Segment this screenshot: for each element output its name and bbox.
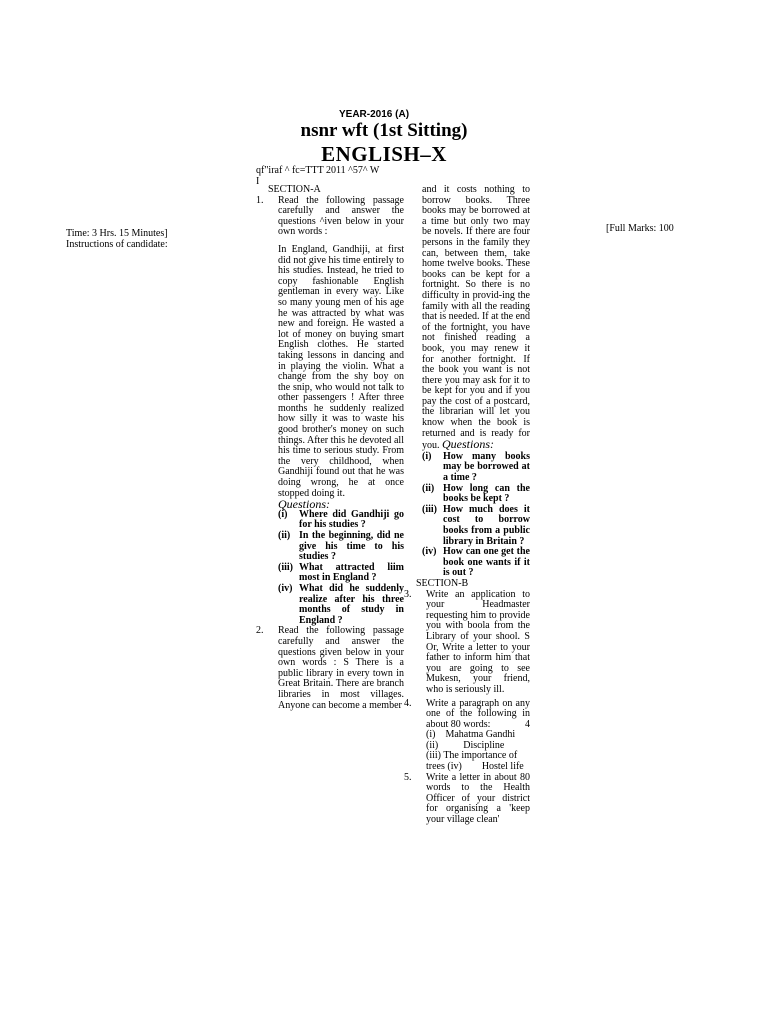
sub-question-text: In the beginning, did ne give his time to his studies ? xyxy=(299,530,404,563)
sub-question-number: (iv) xyxy=(278,582,293,594)
question-3 xyxy=(404,590,530,696)
question-text: Read the following passage carefully and answer the questions ^iven below in your own words : xyxy=(278,194,404,238)
instructions-label: Instructions of candidate: xyxy=(66,239,168,250)
code-line-text: qf"iraf ^ fc=TTT 2011 ^57^ W xyxy=(256,165,380,176)
sub-question-text: How can one get the book one wants if it is out ? xyxy=(443,546,530,579)
sub-question-number: (ii) xyxy=(422,482,435,494)
sub-question xyxy=(422,484,530,505)
question-4 xyxy=(404,699,530,731)
section-b-heading: SECTION-B xyxy=(416,577,469,589)
code-line-text-2: I xyxy=(256,176,260,187)
question-text: Write a letter in about 80 words to the Health Officer of your district for organising a 'keep your village clean' xyxy=(426,771,530,826)
paragraph-option: (iii) The importance of trees (iv) Hostel life xyxy=(426,750,524,773)
sub-question-text: How many books may be borrowed at a time ? xyxy=(443,450,530,484)
question-4-text: Write a paragraph on any one of the following in about 80 words: xyxy=(426,697,530,730)
exam-info xyxy=(66,228,168,250)
question-5 xyxy=(404,773,530,826)
paragraph-option: (i) Mahatma Gandhi xyxy=(426,729,516,741)
sub-question-number: (iii) xyxy=(422,503,437,515)
sub-question-number: (i) xyxy=(278,508,288,520)
question-number: 1. xyxy=(256,194,264,206)
sub-question xyxy=(422,547,530,579)
sub-question xyxy=(278,510,404,531)
question-number: 5. xyxy=(404,771,412,783)
questions-heading: Questions: xyxy=(442,437,494,452)
question-text: Read the following passage carefully and answer the questions given below in your own words : S There is a public library in every town in Great Britain. There are branch libraries in most villages. Anyone can become a member xyxy=(278,625,404,711)
question-1 xyxy=(256,196,404,238)
sub-question xyxy=(422,505,530,547)
passage-1: In England, Gandhiji, at first did not give his time entirely to his studies. Instead, he tried to copy fashionable English gentleman in every way. Like so many young men of his age he was attracted by what was new and foreign. He wasted a lot of money on buying smart English clothes. He started taking lessons in dancing and in playing the violin. What a change from the shy boy on the snip, who would not talk to other passengers ! After three months he suddenly realized how silly it was to waste his good brother's money on such things. After this he devoted all his time to serious study. From the very childhood, when Gandhiji found out that he was doing wrong, he at once stopped doing it. xyxy=(278,243,404,499)
section-a-heading: SECTION-A xyxy=(268,184,321,195)
questions-heading: Questions: xyxy=(278,497,330,512)
question-4-marks: 4 xyxy=(525,718,530,730)
sub-question-text: What did he suddenly realize after his three months of study in England ? xyxy=(299,582,404,626)
exam-year: YEAR-2016 (A) xyxy=(339,109,410,120)
passage-2 xyxy=(404,185,530,452)
question-2 xyxy=(256,626,404,711)
sub-question-text: How long can the books be kept ? xyxy=(443,482,530,505)
question-text xyxy=(426,699,530,731)
sub-question-number: (iii) xyxy=(278,561,293,573)
sub-question-number: (i) xyxy=(422,450,432,462)
sub-question-text: Where did Gandhiji go for his studies ? xyxy=(299,508,404,531)
paragraph-option: (ii) Discipline xyxy=(426,739,505,751)
sub-question xyxy=(278,531,404,563)
sub-question-text: What attracted liim most in England ? xyxy=(299,561,404,584)
sub-question xyxy=(278,563,404,584)
full-marks: [Full Marks: 100 xyxy=(606,223,674,234)
column-2 xyxy=(404,185,530,826)
column-1 xyxy=(256,185,404,711)
time-allowed: Time: 3 Hrs. 15 Minutes] xyxy=(66,228,168,239)
sub-question-number: (iv) xyxy=(422,546,437,558)
sub-question-text: How much does it cost to borrow books from a public library in Britain ? xyxy=(443,503,530,547)
passage-2-text: and it costs nothing to borrow books. Three books may be borrowed at a time but only two may be novels. If there are four persons in the family they can, between them, take home twelve books. These books can be kept for a fortnight. So there is no difficulty in provid-ing the family with all the reading that is needed. If at the end of the fortnight, you have not finished reading a book, you may renew it for another fortnight. If the book you want is not there you may ask for it to be kept for you and if you pay the cost of a postcard, the librarian will let you know when the book is returned and is ready for you. xyxy=(422,184,531,452)
sub-question xyxy=(278,584,404,626)
sub-question xyxy=(422,452,530,484)
exam-title: nsnr wft (1st Sitting) xyxy=(300,120,468,141)
question-number: 4. xyxy=(404,697,412,709)
question-text: Write an application to your Headmaster requesting him to provide you with boola from the Library of your shool. S Or, Write a letter to your father to inform him that you are going to see Mukesn, your friend, who is seriously ill. xyxy=(426,588,530,695)
subject-title: ENGLISH–X xyxy=(321,142,447,166)
sub-question-number: (ii) xyxy=(278,530,291,541)
question-number: 3. xyxy=(404,588,412,600)
question-number: 2. xyxy=(256,625,264,637)
